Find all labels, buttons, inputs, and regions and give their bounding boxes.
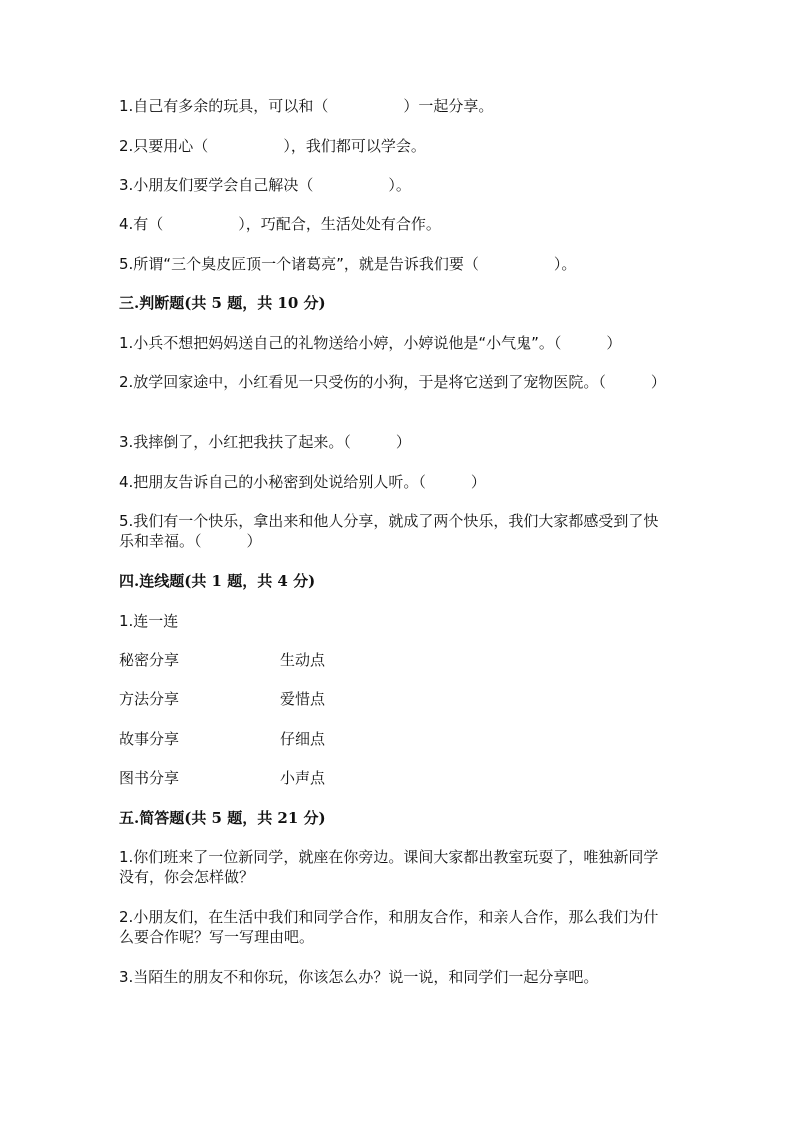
short-answer-item-1: 1.你们班来了一位新同学，就座在你旁边。课间大家都出教室玩耍了，唯独新同学没有，你会怎样做？ xyxy=(119,848,659,886)
fill-in-item-5: 5.所谓“三个臭皮匠顶一个诸葛亮”，就是告诉我们要（ ）。 xyxy=(119,255,577,273)
match-right-item-4: 小声点 xyxy=(280,769,326,787)
match-left-item-2: 方法分享 xyxy=(119,690,180,708)
section-5-heading: 五.简答题(共 5 题，共 21 分) xyxy=(119,809,326,827)
short-answer-item-2: 2.小朋友们，在生活中我们和同学合作，和朋友合作，和亲人合作，那么我们为什么要合作呢？写一写理由吧。 xyxy=(119,908,659,946)
judgment-item-1: 1.小兵不想把妈妈送自己的礼物送给小婷，小婷说他是“小气鬼”。（ ） xyxy=(119,334,622,352)
judgment-item-2: 2.放学回家途中，小红看见一只受伤的小狗，于是将它送到了宠物医院。（ ） xyxy=(119,373,666,391)
judgment-item-5: 5.我们有一个快乐，拿出来和他人分享，就成了两个快乐，我们大家都感受到了快乐和幸福。（ ） xyxy=(119,512,659,550)
fill-in-item-2: 2.只要用心（ ），我们都可以学会。 xyxy=(119,137,426,155)
match-right-item-2: 爱惜点 xyxy=(280,690,326,708)
judgment-item-3: 3.我摔倒了，小红把我扶了起来。（ ） xyxy=(119,433,411,451)
section-4-heading: 四.连线题(共 1 题，共 4 分) xyxy=(119,572,316,590)
match-left-item-3: 故事分享 xyxy=(119,730,180,748)
fill-in-item-4: 4.有（ ），巧配合，生活处处有合作。 xyxy=(119,215,441,233)
section-3-heading: 三.判断题(共 5 题，共 10 分) xyxy=(119,294,326,312)
judgment-item-4: 4.把朋友告诉自己的小秘密到处说给别人听。（ ） xyxy=(119,473,486,491)
match-right-item-1: 生动点 xyxy=(280,651,326,669)
fill-in-item-1: 1.自己有多余的玩具，可以和（ ）一起分享。 xyxy=(119,97,494,115)
fill-in-item-3: 3.小朋友们要学会自己解决（ ）。 xyxy=(119,176,411,194)
match-right-item-3: 仔细点 xyxy=(280,730,326,748)
match-left-item-1: 秘密分享 xyxy=(119,651,180,669)
short-answer-item-3: 3.当陌生的朋友不和你玩，你该怎么办？说一说，和同学们一起分享吧。 xyxy=(119,968,599,986)
match-left-item-4: 图书分享 xyxy=(119,769,180,787)
matching-question: 1.连一连 xyxy=(119,612,179,630)
